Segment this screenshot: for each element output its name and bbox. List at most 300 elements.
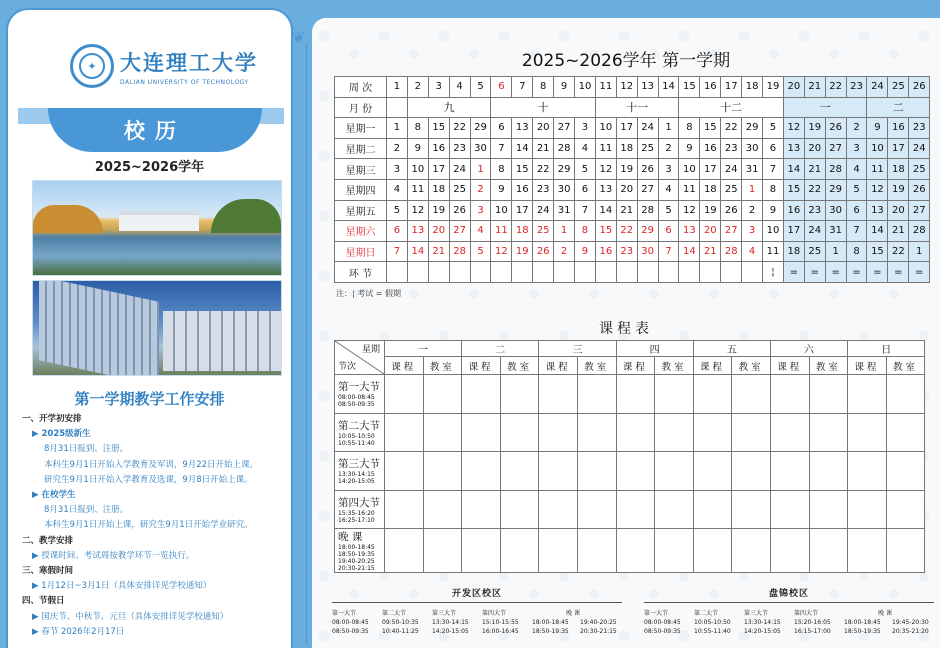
campus-time-grid [332,608,622,635]
weekday-row [335,221,930,242]
schedule-line: ▶ 国庆节、中秋节、元旦（具体安排详见学校通知） [32,611,229,622]
period-cell [335,413,385,452]
weekday-row [335,200,930,221]
timetable-slot[interactable] [462,490,501,529]
date-cell: 17 [700,159,721,180]
campus-row2-cell: 08:50-09:35 [332,628,369,635]
date-cell: 7 [387,241,408,262]
date-cell: 22 [721,118,742,139]
timetable-slot[interactable] [770,413,809,452]
timetable-slot[interactable] [462,452,501,491]
week-number: 19 [763,77,784,98]
date-cell: 28 [637,200,658,221]
timetable-slot[interactable] [886,452,925,491]
academic-year: 2025~2026学年 [94,160,205,175]
date-cell: 19 [428,200,449,221]
course-column-label: 课程 [616,357,655,375]
timetable-slot[interactable] [655,413,694,452]
date-cell: 18 [428,179,449,200]
timetable-slot[interactable] [500,375,539,414]
timetable-slot[interactable] [423,413,462,452]
date-cell: 18 [512,221,533,242]
date-cell: 16 [783,200,804,221]
timetable-slot[interactable] [462,413,501,452]
date-cell: 12 [595,159,616,180]
timetable-slot[interactable] [616,452,655,491]
week-number: 25 [888,77,909,98]
date-cell: 30 [637,241,658,262]
date-cell: 6 [387,221,408,242]
timetable-slot[interactable] [500,452,539,491]
campus-row1-cell: 18:00-18:45 [844,619,881,626]
week-number: 12 [616,77,637,98]
date-cell: 4 [658,179,679,200]
date-cell: 21 [888,221,909,242]
week-number: 2 [407,77,428,98]
date-cell: 1 [742,179,763,200]
timetable-period-row [335,452,925,491]
corner-period-label: 节次 [338,362,357,372]
timetable-day: 二 [462,341,539,357]
env-cell: ¦ [763,262,784,283]
course-column-label: 课程 [462,357,501,375]
date-cell: 19 [804,118,825,139]
campus-divider [332,602,622,603]
date-cell: 4 [575,138,596,159]
date-cell: 9 [575,241,596,262]
date-cell: 7 [846,221,867,242]
corner-weekday-label: 星期 [361,345,380,355]
timetable-slot[interactable] [577,490,616,529]
timetable-slot[interactable] [693,529,732,573]
timetable-period-row [335,490,925,529]
env-cell [428,262,449,283]
timetable-slot[interactable] [616,490,655,529]
date-cell: 20 [428,221,449,242]
semester-schedule-list [22,412,284,640]
date-cell: 5 [846,179,867,200]
env-cell [554,262,575,283]
env-cell [533,262,554,283]
timetable-slot[interactable] [732,529,771,573]
week-calendar-table [334,76,930,283]
course-column-label: 课程 [693,357,732,375]
date-cell: 26 [637,159,658,180]
date-cell: 1 [909,241,930,262]
period-cell [335,452,385,491]
timetable-slot[interactable] [809,529,848,573]
date-cell: 31 [742,159,763,180]
date-cell: 27 [825,138,846,159]
month-cell: 十 [491,97,595,118]
date-cell: 29 [742,118,763,139]
campus-headers-cell [892,608,936,617]
date-cell: 15 [867,241,888,262]
date-cell: 14 [679,241,700,262]
timetable-period-row [335,529,925,573]
timetable-period-row [335,413,925,452]
timetable-slot[interactable] [616,375,655,414]
campus-row1-cell: 10:05-10:50 [694,619,731,626]
timetable-slot[interactable] [577,529,616,573]
university-logo [70,44,258,88]
date-cell: 7 [763,159,784,180]
timetable-slot[interactable] [385,375,424,414]
period-time: 20:30-21:15 [338,565,375,572]
date-cell: 7 [491,138,512,159]
schedule-line: 8月31日报到、注册。 [44,505,129,516]
campus-row1-cell: 18:00-18:45 [532,619,569,626]
date-cell: 18 [888,159,909,180]
date-cell: 29 [637,221,658,242]
weekday-label: 星期四 [335,179,387,200]
timetable-day: 一 [385,341,462,357]
date-cell: 5 [575,159,596,180]
date-cell: 1 [387,118,408,139]
campus-headers-cell: 第四大节 [482,610,507,617]
campus-row1-cell: 09:50-10:35 [382,619,419,626]
date-cell: 12 [867,179,888,200]
timetable-slot[interactable] [848,490,887,529]
campus-row1-cell: 08:00-08:45 [332,619,369,626]
date-cell: 2 [470,179,491,200]
week-number: 15 [679,77,700,98]
course-column-label: 课程 [848,357,887,375]
timetable-day: 四 [616,341,693,357]
campus-row1-cell: 15:20-16:05 [794,619,831,626]
timetable-corner [335,341,385,375]
campus-name: 开发区校区 [451,589,502,599]
campus-headers-cell: 晚 课 [566,610,580,617]
timetable-slot[interactable] [539,375,578,414]
date-cell: 29 [825,179,846,200]
week-number: 3 [428,77,449,98]
timetable-slot[interactable] [693,413,732,452]
date-cell: 24 [909,138,930,159]
timetable-slot[interactable] [809,490,848,529]
timetable-slot[interactable] [385,490,424,529]
date-cell: 5 [763,118,784,139]
weekday-row [335,118,930,139]
timetable-slot[interactable] [732,413,771,452]
date-cell: 5 [387,200,408,221]
timetable-slot[interactable] [462,375,501,414]
date-cell: 16 [512,179,533,200]
classroom-column-label: 教室 [886,357,925,375]
campus-photo-main-building [32,180,282,276]
timetable-slot[interactable] [539,490,578,529]
campus-headers-cell: 第一大节 [332,610,357,617]
logo-english: DALIAN UNIVERSITY OF TECHNOLOGY [120,78,249,86]
timetable-slot[interactable] [423,490,462,529]
date-cell: 17 [512,200,533,221]
env-cell [387,262,408,283]
campus-name: 盘锦校区 [768,589,809,599]
date-cell: 24 [533,200,554,221]
timetable-slot[interactable] [693,490,732,529]
timetable-slot[interactable] [500,413,539,452]
env-cell: = [783,262,804,283]
campus-row2-cell: 16:15-17:00 [794,628,831,635]
date-cell: 26 [721,200,742,221]
env-cell [595,262,616,283]
timetable-slot[interactable] [385,529,424,573]
month-cell: 十一 [595,97,679,118]
date-cell: 27 [721,221,742,242]
timetable-slot[interactable] [423,375,462,414]
env-cell [407,262,428,283]
timetable-slot[interactable] [809,452,848,491]
timetable-slot[interactable] [770,490,809,529]
timetable-slot[interactable] [848,529,887,573]
campus-headers-cell: 第一大节 [644,610,669,617]
weekday-label: 星期一 [335,118,387,139]
date-cell: 26 [825,118,846,139]
date-cell: 21 [533,138,554,159]
timetable-slot[interactable] [385,413,424,452]
week-number: 4 [449,77,470,98]
env-cell [658,262,679,283]
date-cell: 30 [470,138,491,159]
week-number: 16 [700,77,721,98]
week-number: 17 [721,77,742,98]
date-cell: 12 [407,200,428,221]
date-cell: 26 [449,200,470,221]
date-cell: 2 [658,138,679,159]
month-label: 月 份 [335,97,387,118]
timetable-slot[interactable] [693,375,732,414]
date-cell: 20 [804,138,825,159]
date-cell: 10 [491,200,512,221]
date-cell: 16 [700,138,721,159]
timetable-slot[interactable] [732,452,771,491]
date-cell: 20 [616,179,637,200]
timetable-slot[interactable] [693,452,732,491]
campus-row1-cell: 15:10-15:55 [482,619,519,626]
date-cell: 25 [449,179,470,200]
date-cell: 25 [637,138,658,159]
date-cell: 14 [595,200,616,221]
env-cell: = [909,262,930,283]
date-cell: 20 [888,200,909,221]
timetable-slot[interactable] [577,452,616,491]
course-column-label: 课程 [385,357,424,375]
period-time: 18:50-19:35 [338,551,375,558]
ornament-icon: ❦ [292,28,306,47]
timetable-slot[interactable] [655,452,694,491]
campus-row1-cell: 13:30-14:15 [432,619,469,626]
env-cell [512,262,533,283]
week-number: 23 [846,77,867,98]
week-number: 18 [742,77,763,98]
env-cell: = [846,262,867,283]
classroom-column-label: 教室 [732,357,771,375]
timetable-slot[interactable] [577,375,616,414]
date-cell: 23 [533,179,554,200]
week-number: 22 [825,77,846,98]
date-cell: 2 [387,138,408,159]
week-number: 11 [595,77,616,98]
timetable-slot[interactable] [655,529,694,573]
env-row [335,262,930,283]
date-cell: 10 [679,159,700,180]
week-number: 14 [658,77,679,98]
date-cell: 6 [575,179,596,200]
period-name: 晚 课 [338,531,363,543]
timetable-slot[interactable] [462,529,501,573]
date-cell: 9 [491,179,512,200]
campus-row1-cell: 19:40-20:25 [580,619,617,626]
date-cell: 16 [595,241,616,262]
timetable-slot[interactable] [500,490,539,529]
timetable-slot[interactable] [770,375,809,414]
timetable-slot[interactable] [886,529,925,573]
timetable-slot[interactable] [539,413,578,452]
divider-line [306,44,307,644]
env-cell [491,262,512,283]
timetable-slot[interactable] [886,375,925,414]
weekday-label: 星期六 [335,221,387,242]
env-cell [449,262,470,283]
campus-headers-cell: 第二大节 [382,610,407,617]
timetable-slot[interactable] [423,452,462,491]
date-cell: 1 [470,159,491,180]
campus-time-grid [644,608,934,635]
weekday-row [335,138,930,159]
timetable-slot[interactable] [385,452,424,491]
date-cell: 11 [867,159,888,180]
timetable-slot[interactable] [848,375,887,414]
campus-row2-cell: 14:20-15:05 [744,628,781,635]
date-cell: 28 [449,241,470,262]
timetable-slot[interactable] [655,375,694,414]
timetable-slot[interactable] [770,529,809,573]
timetable-slot[interactable] [423,529,462,573]
timetable-slot[interactable] [732,375,771,414]
calendar-legend-note: 注：¦ 考试 = 假期 [336,289,402,298]
date-cell: 8 [846,241,867,262]
date-cell: 13 [512,118,533,139]
date-cell: 20 [700,221,721,242]
period-time: 13:30-14:15 [338,471,375,479]
campus-row1-cell: 13:30-14:15 [744,619,781,626]
date-cell: 12 [491,241,512,262]
campus-headers-cell: 第三大节 [744,610,769,617]
timetable-slot[interactable] [616,413,655,452]
timetable-slot[interactable] [848,452,887,491]
timetable-title: 课程表 [599,321,653,337]
period-time: 14:20-15:05 [338,478,375,486]
date-cell: 18 [783,241,804,262]
week-number: 1 [387,77,408,98]
timetable-slot[interactable] [539,452,578,491]
env-label: 环 节 [335,262,387,283]
campus-row2-cell: 20:30-21:15 [580,628,617,635]
date-cell: 18 [700,179,721,200]
timetable-slot[interactable] [500,529,539,573]
timetable-slot[interactable] [577,413,616,452]
date-cell: 11 [595,138,616,159]
weekday-label: 星期二 [335,138,387,159]
date-cell: 22 [533,159,554,180]
date-cell: 10 [407,159,428,180]
date-cell: 31 [554,200,575,221]
timetable-day: 六 [770,341,847,357]
date-cell: 10 [595,118,616,139]
timetable-slot[interactable] [809,413,848,452]
date-cell: 23 [721,138,742,159]
date-cell: 5 [658,200,679,221]
date-cell: 9 [867,118,888,139]
date-cell: 21 [700,241,721,262]
campus-row2-cell: 10:40-11:25 [382,628,419,635]
date-cell: 7 [658,241,679,262]
date-cell: 28 [909,221,930,242]
date-cell: 6 [658,221,679,242]
week-number: 26 [909,77,930,98]
date-cell: 3 [470,200,491,221]
date-cell: 8 [575,221,596,242]
env-cell [637,262,658,283]
date-cell: 1 [554,221,575,242]
campus-row1-cell: 19:45-20:30 [892,619,929,626]
campus-row2-cell: 16:00-16:45 [482,628,519,635]
date-cell: 13 [595,179,616,200]
timetable-slot[interactable] [770,452,809,491]
date-cell: 14 [783,159,804,180]
period-name: 第二大节 [338,419,380,432]
timetable-slot[interactable] [886,490,925,529]
date-cell: 9 [407,138,428,159]
date-cell: 10 [763,221,784,242]
date-cell: 28 [554,138,575,159]
period-time: 10:55-11:40 [338,439,375,447]
date-cell: 3 [742,221,763,242]
date-cell: 15 [700,118,721,139]
date-cell: 24 [804,221,825,242]
env-cell [721,262,742,283]
timetable-slot[interactable] [655,490,694,529]
env-cell: = [867,262,888,283]
campus-row2-cell: 18:50-19:35 [844,628,881,635]
date-cell: 17 [783,221,804,242]
weekday-label: 星期日 [335,241,387,262]
timetable-slot[interactable] [732,490,771,529]
campus-headers-cell: 第二大节 [694,610,719,617]
campus-headers-cell: 第三大节 [432,610,457,617]
period-time: 15:35-16:20 [338,509,375,517]
schedule-line: 本科生9月1日开始上课，研究生9月1日开始学业研究。 [44,520,253,531]
timetable-slot[interactable] [848,413,887,452]
date-cell: 29 [470,118,491,139]
date-cell: 4 [846,159,867,180]
timetable-slot[interactable] [616,529,655,573]
campus-headers-cell [580,608,624,617]
timetable-period-row [335,375,925,414]
schedule-line: 8月31日报到、注册。 [44,444,129,455]
calendar-title: 2025~2026学年 第一学期 [521,51,731,71]
timetable-slot[interactable] [539,529,578,573]
campus-row1-cell: 08:00-08:45 [644,619,681,626]
date-cell: 6 [763,138,784,159]
schedule-line: 研究生9月1日开始入学教育及选课，9月8日开始上课。 [44,474,253,485]
schedule-line: ▶ 在校学生 [32,490,76,501]
timetable-slot[interactable] [809,375,848,414]
date-cell: 21 [804,159,825,180]
date-cell: 19 [512,241,533,262]
date-cell: 27 [554,118,575,139]
timetable-slot[interactable] [886,413,925,452]
